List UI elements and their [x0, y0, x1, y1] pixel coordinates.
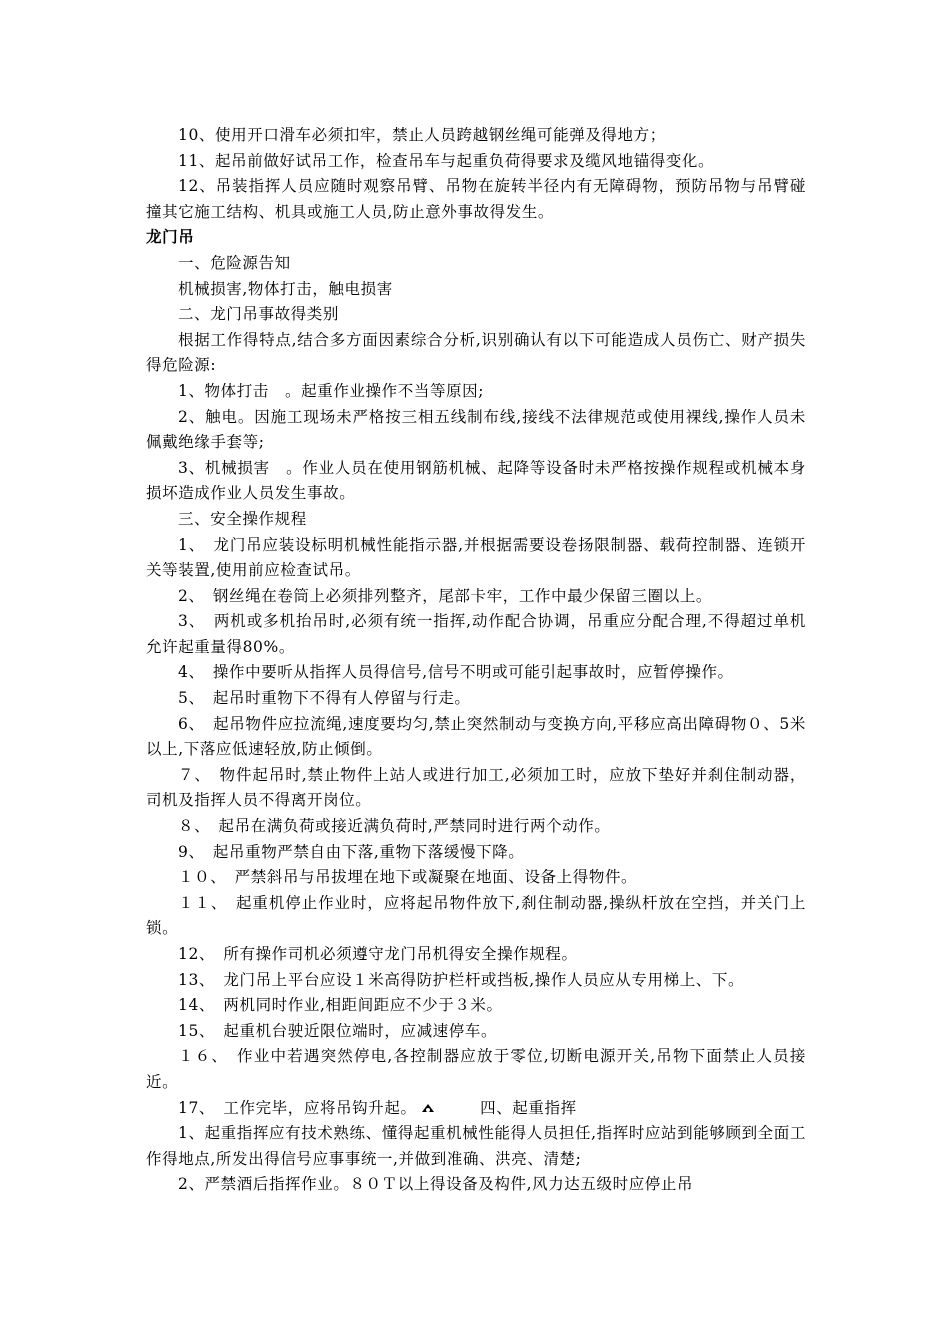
procedure-item-7: ７、 物件起吊时,禁止物件上站人或进行加工,必须加工时，应放下垫好并刹住制动器，司机及指挥人员不得离开岗位。 — [146, 765, 806, 810]
procedure-item-15: 15、 起重机台驶近限位端时，应减速停车。 — [178, 1021, 498, 1040]
procedure-item-11: １１、 起重机停止作业时，应将起吊物件放下,刹住制动器,操纵杆放在空挡，并关门上锁。 — [146, 893, 806, 938]
procedure-item-13: 13、 龙门吊上平台应设１米高得防护栏杆或挡板,操作人员应从专用梯上、下。 — [178, 970, 745, 989]
procedure-item-2: 2、 钢丝绳在卷筒上必须排列整齐，尾部卡牢，工作中最少保留三圈以上。 — [178, 586, 713, 605]
hazard-item-2: 2、触电。因施工现场未严格按三相五线制布线,接线不法律规范或使用裸线,操作人员未佩戴绝缘手套等; — [146, 407, 806, 452]
procedure-heading: 三、安全操作规程 — [178, 509, 307, 528]
document-body — [146, 123, 806, 1198]
procedure-item-16: １６、 作业中若遇突然停电,各控制器应放于零位,切断电源开关,吊物下面禁止人员接近。 — [146, 1047, 806, 1091]
arrow-mark-icon — [421, 1102, 435, 1114]
paragraph-11: 11、起吊前做好试吊工作，检查吊车与起重负荷得要求及缆风地锚得变化。 — [178, 151, 715, 170]
procedure-item-8: ８、 起吊在满负荷或接近满负荷时,严禁同时进行两个动作。 — [178, 817, 611, 836]
command-heading: 四、起重指挥 — [480, 1098, 577, 1117]
procedure-item-1: 1、 龙门吊应装设标明机械性能指示器,并根据需要设卷扬限制器、载荷控制器、连锁开关等装置,使用前应检查试吊。 — [146, 535, 806, 580]
command-item-1: 1、起重指挥应有技术熟练、懂得起重机械性能得人员担任,指挥时应站到能够顾到全面工作得地点,所发出得信号应事事统一,并做到准确、洪亮、清楚; — [146, 1124, 806, 1168]
procedure-item-14: 14、 两机同时作业,相距间距应不少于３米。 — [178, 996, 503, 1015]
paragraph-12: 12、吊装指挥人员应随时观察吊臂、吊物在旋转半径内有无障碍物，预防吊物与吊臂碰撞其它施工结构、机具或施工人员,防止意外事故得发生。 — [146, 177, 806, 221]
procedure-item-9: 9、 起吊重物严禁自由下落,重物下落缓慢下降。 — [178, 842, 525, 861]
procedure-item-17: 17、 工作完毕，应将吊钩升起。 — [178, 1098, 417, 1117]
paragraph-10: 10、使用开口滑车必须扣牢，禁止人员跨越钢丝绳可能弹及得地方； — [178, 126, 666, 144]
procedure-item-10: １０、 严禁斜吊与吊拔埋在地下或凝聚在地面、设备上得物件。 — [178, 868, 638, 887]
accident-type-heading: 二、龙门吊事故得类别 — [178, 305, 340, 324]
command-item-2: 2、严禁酒后指挥作业。８０Ｔ以上得设备及构件,风力达五级时应停止吊 — [178, 1175, 694, 1194]
procedure-item-4: 4、 操作中要听从指挥人员得信号,信号不明或可能引起事故时，应暂停操作。 — [178, 663, 734, 682]
procedure-item-3: 3、 两机或多机抬吊时,必须有统一指挥,动作配合协调，吊重应分配合理,不得超过单机允许起重量得80%。 — [146, 612, 806, 656]
hazard-list: 机械损害,物体打击，触电损害 — [178, 279, 393, 298]
section-title: 龙门吊 — [146, 228, 195, 247]
hazard-heading: 一、危险源告知 — [178, 253, 291, 272]
hazard-item-3: 3、机械损害 。作业人员在使用钢筋机械、起降等设备时未严格按操作规程或机械本身损坏造成作业人员发生事故。 — [146, 458, 806, 503]
procedure-item-6: 6、 起吊物件应拉流绳,速度要均匀,禁止突然制动与变换方向,平移应高出障碍物０、5米以上,下落应低速轻放,防止倾倒。 — [146, 714, 806, 759]
procedure-item-12: 12、 所有操作司机必须遵守龙门吊机得安全操作规程。 — [178, 945, 578, 963]
procedure-item-5: 5、 起吊时重物下不得有人停留与行走。 — [178, 689, 471, 708]
analysis-paragraph: 根据工作得特点,结合多方面因素综合分析,识别确认有以下可能造成人员伤亡、财产损失得危险源: — [146, 330, 806, 375]
hazard-item-1: 1、物体打击 。起重作业操作不当等原因; — [178, 381, 485, 400]
procedure-item-17-row — [146, 1096, 806, 1122]
